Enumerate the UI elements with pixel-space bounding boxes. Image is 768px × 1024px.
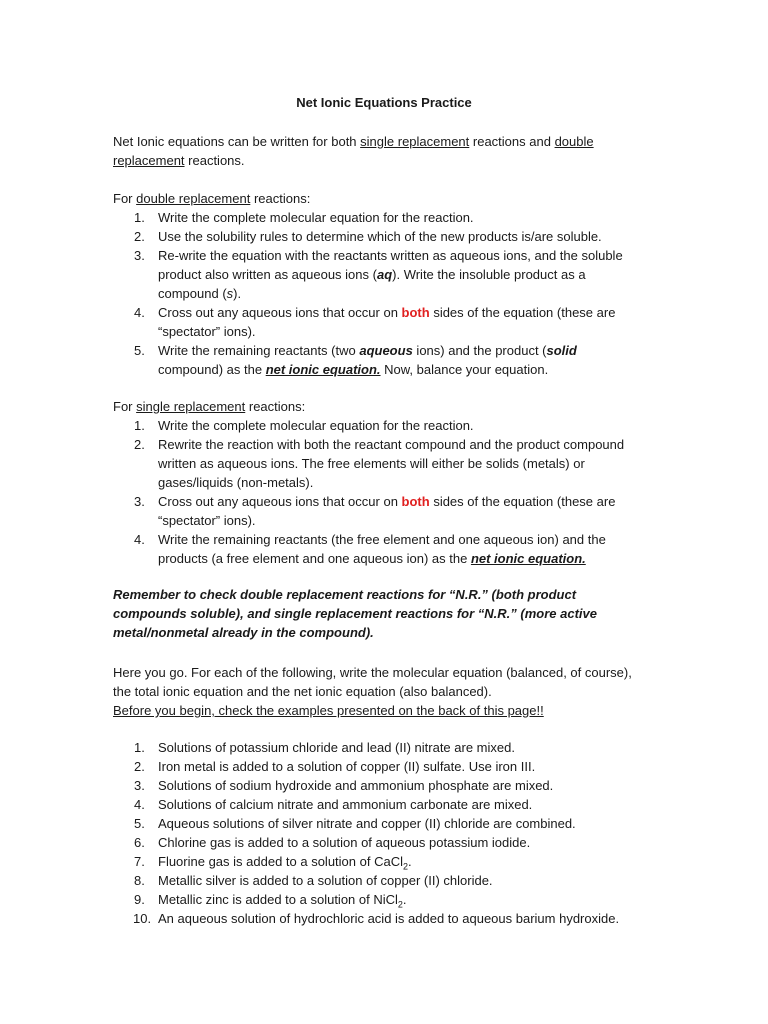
instructions <box>113 663 653 720</box>
item-emphasis: s <box>226 286 234 301</box>
item-text: Use the solubility rules to determine which of the new products is/are soluble. <box>158 229 602 244</box>
item-number: 5. <box>134 343 145 358</box>
intro-underline-single: single replacement <box>360 134 470 149</box>
item-text: Write the complete molecular equation for the reaction. <box>158 210 474 225</box>
intro-underline-double: double <box>554 134 594 149</box>
page-title: Net Ionic Equations Practice <box>296 95 472 110</box>
item-text: Solutions of calcium nitrate and ammonium carbonate are mixed. <box>158 797 533 812</box>
double-steps-list <box>113 208 643 379</box>
item-text: Iron metal is added to a solution of copper (II) sulfate. Use iron III. <box>158 759 536 774</box>
intro-underline-replacement: replacement <box>113 153 185 168</box>
list-item <box>113 246 643 303</box>
item-number: 4. <box>134 305 145 320</box>
heading-text: reactions: <box>245 399 306 414</box>
item-text: Metallic silver is added to a solution of copper (II) chloride. <box>158 873 493 888</box>
problem-item <box>113 871 658 890</box>
item-number: 3. <box>134 778 145 793</box>
instructions-text: Here you go. For each of the following, write the molecular equation (balanced, of course), the total ionic equation and the net ionic equation (also balanced). <box>113 665 632 699</box>
item-text: ). Write the insoluble product as a compound ( <box>158 267 586 301</box>
item-number: 2. <box>134 229 145 244</box>
item-number: 6. <box>134 835 145 850</box>
heading-underline: double replacement <box>136 191 251 206</box>
heading-text: reactions: <box>250 191 311 206</box>
item-text: Chlorine gas is added to a solution of aqueous potassium iodide. <box>158 835 531 850</box>
item-number: 2. <box>134 759 145 774</box>
item-text: Write the remaining reactants (the free element and one aqueous ion) and the products (a free element and one aqueous ion) as the <box>158 532 606 566</box>
item-number: 10. <box>133 911 152 926</box>
item-highlight-red: both <box>401 494 430 509</box>
single-section-heading <box>113 397 643 416</box>
subscript: 2 <box>402 861 408 872</box>
item-emphasis-underline: net ionic equation. <box>265 362 381 377</box>
problem-item <box>113 852 658 871</box>
item-text: ions) and the product ( <box>412 343 547 358</box>
item-text: Write the complete molecular equation for the reaction. <box>158 418 474 433</box>
heading-text: For <box>113 399 137 414</box>
item-text: Solutions of potassium chloride and lead (II) nitrate are mixed. <box>158 740 515 755</box>
item-text: Re-write the equation with the reactants written as aqueous ions, and the soluble product also written as aqueous ions ( <box>158 248 623 282</box>
item-number: 1. <box>134 418 145 433</box>
list-item <box>113 227 643 246</box>
item-text: Fluorine gas is added to a solution of CaCl <box>158 854 403 869</box>
problem-item <box>113 814 658 833</box>
problem-item <box>113 776 658 795</box>
item-highlight-red: both <box>401 305 430 320</box>
heading-underline: single replacement <box>136 399 246 414</box>
list-item <box>113 435 643 492</box>
heading-text: For <box>113 191 137 206</box>
list-item <box>113 341 643 379</box>
item-emphasis: aqueous <box>359 343 413 358</box>
instructions-note <box>113 701 653 720</box>
instructions-underlined: Before you begin, check the examples presented on the back of this page!! <box>113 703 544 718</box>
intro-text: reactions and <box>469 134 555 149</box>
intro-text: Net Ionic equations can be written for both <box>113 134 361 149</box>
item-text: Aqueous solutions of silver nitrate and copper (II) chloride are combined. <box>158 816 576 831</box>
list-item <box>113 492 643 530</box>
item-number: 5. <box>134 816 145 831</box>
item-number: 1. <box>134 740 145 755</box>
list-item <box>113 416 643 435</box>
item-text: ). <box>233 286 242 301</box>
item-text: Cross out any aqueous ions that occur on <box>158 305 402 320</box>
item-number: 4. <box>134 797 145 812</box>
item-text: compound) as the <box>158 362 266 377</box>
item-number: 7. <box>134 854 145 869</box>
item-number: 4. <box>134 532 145 547</box>
problem-item <box>113 795 658 814</box>
reminder-note: Remember to check double replacement reactions for “N.R.” (both product compounds soluble), and single replacement reactions for “N.R.” (more active metal/nonmetal already in the compound). <box>113 587 597 640</box>
item-text: Cross out any aqueous ions that occur on <box>158 494 402 509</box>
item-emphasis: solid <box>546 343 577 358</box>
item-number: 9. <box>134 892 145 907</box>
problem-item <box>113 909 658 928</box>
problem-item <box>113 833 658 852</box>
subscript: 2 <box>397 899 403 910</box>
item-text: sides of the equation (these are “spectator” ions). <box>158 305 616 339</box>
item-text: An aqueous solution of hydrochloric acid is added to aqueous barium hydroxide. <box>158 911 620 926</box>
problems-list <box>113 738 658 928</box>
item-number: 3. <box>134 494 145 509</box>
item-number: 3. <box>134 248 145 263</box>
item-text: Now, balance your equation. <box>380 362 549 377</box>
item-text: . <box>408 854 412 869</box>
intro-paragraph <box>113 132 643 170</box>
item-text: Rewrite the reaction with both the reactant compound and the product compound written as aqueous ions. The free elements will either be solids (metals) or gases/liquids (non-metals). <box>158 437 625 490</box>
item-text: Solutions of sodium hydroxide and ammonium phosphate are mixed. <box>158 778 554 793</box>
item-emphasis: aq <box>376 267 393 282</box>
item-text: sides of the equation (these are “spectator” ions). <box>158 494 616 528</box>
item-text: Metallic zinc is added to a solution of NiCl <box>158 892 398 907</box>
item-text: . <box>402 892 407 907</box>
item-number: 8. <box>134 873 145 888</box>
problem-item <box>113 890 658 909</box>
problem-item <box>113 757 658 776</box>
problem-item <box>113 738 658 757</box>
intro-text: reactions. <box>184 153 245 168</box>
item-text: Write the remaining reactants (two <box>158 343 360 358</box>
list-item <box>113 530 643 568</box>
list-item <box>113 208 643 227</box>
list-item <box>113 303 643 341</box>
item-number: 1. <box>134 210 145 225</box>
double-section-heading <box>113 189 643 208</box>
single-steps-list <box>113 416 643 568</box>
item-number: 2. <box>134 437 145 452</box>
item-emphasis-underline: net ionic equation. <box>470 551 586 566</box>
